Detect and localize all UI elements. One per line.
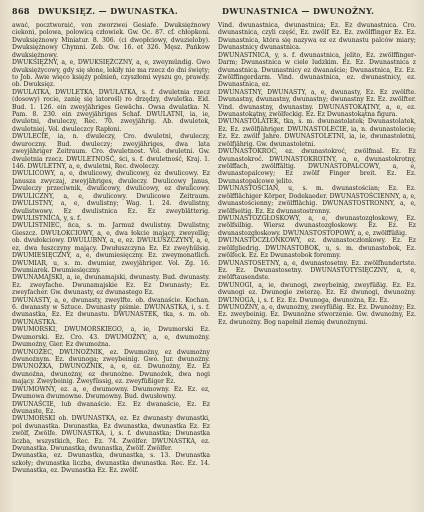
dictionary-entry: DWUMORSKI, DWUMORSKIEGO, a, ie, Dwumorski Ez. Dwumorski. Ez. Cro. 43. DWUMOŻNY, a, e, dwumożny. Dwumożny, Gier. Ez dwumożna. (12, 326, 210, 349)
dictionary-entry: DWUNASTOCZŁONKOWY, ez. dwunastoczłonkowy. Ez. Ez zwölfgliedrig. DWUNASTOBOK, u, s. m. dwunastobok, Ez. zwölfeck. Ez. Ez Dwunastobok foremny. (218, 237, 416, 260)
right-header (212, 6, 416, 16)
dictionary-entry: DWUNASTOKROĆ, ez. dwunastokroć, zwölfmal. Ez. Ez dwunastokroć. DWUNASTOKROTNY, a, e, dwunastokrotny, zwölffach, zwölffältig. DWUNASTOPALCOWY, a, e, dwunastopalcowy; Ez zwölf Finger breit. Ez. Ez. Dwunastopalcowe jelito. (218, 148, 416, 185)
dictionary-entry: DWULATKA, DWULETKA, DWUŁATKA, s. f. dwuletnia rzecz (dosowy) rocie, zanię się latorośl) ro drzędzy, dwuletka. Eid. Bud. 1. 126. ein zweyjähriges Gewächs. Owsa dwulatka. N. Pam. 8. 230. ein zweyjähriges Schaf. DWULATNI, ia, ie, dwuletni, dwuleczy, Rec. 70. zweyjährig. Ab. dwuletek, dwuletniej. Vol. dwuleczcy Rapłoni. (12, 88, 210, 133)
dictionary-entry: DWUMOWNY, ez. a, e, dwumowny. Dwumowny. Ez. Ez. ez, Dwumowa dwumowne. Dwumowny. Bud. dwusłowny. (12, 385, 210, 401)
dictionary-entry: DWUKSIĘŻNY, a, e, DWUKSIĘŻCZNY, a, e, zweymündig. Gwo dwuksiężycowy, gdy się słone, lekiły nie ma rzecz do dni święty; to Job. Awie więco księży polnień, czyszłomi wyszu go, prawdy. ob. Dwuksięz. (12, 59, 210, 89)
left-running-title: DWUKSIĘZ. — DWUNASTKA. (37, 6, 178, 16)
dictionary-entry: DWUNOŻNY, a, e, dwunożny, zweyfüßig. Ez. Ez. Dwunożny; Ez. Ez. zweybeinig. Ez. Dwunożne stworzenie. Gw. dwunożny, Ez. Ez. dwunożny. Bog napełnił ziemię dwunożnymi. (218, 304, 416, 326)
dictionary-entry: Vind. dwunastnica, dwunastnica; Ez. Ez dwunastnica. Cro. dwunastnica, czyli część, Ez. zwölf Ez. Ez. zwölffinger Ez. Ez. Dwunastnica, która się nazywa ez ez dwunastu palców miary; Dwunastnicy dwunastnica. (218, 22, 416, 52)
dictionary-entry: DWUNOGI, a, ie, dwunogi, zweybeinig, zweyfüßig. Ez. Ez. dwunogi ez. Dwunogie zwierzę. Ez. Ez dwunogi, dwunożny. DWUNOGA, i, s. f. Ez. Ez. Dwunoga, dwunożna, Ez. Ez. (218, 281, 416, 304)
dictionary-entry: DWUNASTOZGŁOSKOWY, a, e, dwunastozgłoskowy, Ez. zwölfsilbig. Wiersz dwunastozgłoskowy. Ez. Ez. Ez dwunastozgłoskowy. DWUNASTOSTOPOWY, a, e, zwölffüßig. (218, 214, 416, 237)
dictionary-entry: DWUNASTOLATEK, tka, s. m. dwunastolatek; Dwunastolatek, Ez. Ez. zwölfjähriger. DWUNASTOLECIE, ia, n. dwunastolecie; Ez. Ez. zwölf Jahre. DWUNASTOLETNI, ia, ie, dwunastoletni, zwölfjährig. Gw. dwunastoletni. (218, 118, 416, 148)
dictionary-entry: DWULISTNIEC, ńca, s. m. Jarmuż dwulistny. Dwulistny, Gieszcz. DWUŁOKCIOWY, a, e, dwa łokcie mający, zweyellig; ob. dwułokciowy. DWULUBNY, a, e, ez. DWUŁUSZCZYNY, a, e, ez, dwa łuszczyny mający. Dwułuszczyna Ez. Ez zweyhülsig. DWUMIESIĘCZNY, a, e, dwumiesięczny. Ez. zweymonatlich. DWUMIAR, u, s. m. dwumiar, zweyjähriger. Vol. Zg. 16. Dwumiarek. Dwumiesięczny. (12, 222, 210, 274)
dictionary-entry: DWUNASTOSETNY, a, e, dwunastosetny. Ez. zwölfhundertste. Ez. Ez. Dwunastosetny. DWUNASTOTYSIĘCZNY, a, e, zwölftausendste. (218, 259, 416, 282)
text-columns (12, 22, 416, 508)
left-header (12, 6, 212, 16)
dictionary-entry: DWUNAMAJSKI, a, ie, dwunamajski, dwunasty. Bud. dwunasty. Ez. zweyfache. Dwunamajskie Ez. Ez Dwunasty; Ez. zweyfacher. Gw. dwunasty, ez dwunastego Ez. (12, 274, 210, 297)
page-number: 868 (12, 6, 30, 16)
left-column (12, 22, 210, 508)
dictionary-entry: DWUNAŚCIE, lub dwanaście. Ez. Ez dwanaście, Ez. Ez dwunaste, Ez. (12, 400, 210, 415)
dictionary-entry: awać, pocztworaić, von zworzwei Gesiafe. Dwuksiężnowy ciekoni, polowa, polowicą człowiek. Gw. Oc. 87. cf. chłopkoni. Dwuksiężnowy Miniatur. 8. 306. (ci dwopłciowy, dwuzieloby). Dwuksiężnowy Chymni. Zeb. Ow. 16. et 326. Męsz. Pańkow dwuksiężnowy. (12, 22, 210, 59)
dictionary-entry: DWUNASTNY, DWUNASTY, a, e, dwunasty, Ez. Ez zwölfte. Dwunastny, dwunastny, dwunastny; dwunastny Ez. Ez. zwölfter. Vind. dwunastny, dwunastny. DWUNASTOKĄTNY, a, e, ez. Dwunastokątny, zwölfeckig. Ez. Ez Dwunastokątna figura. (218, 88, 416, 119)
dictionary-entry: DWUNASTOŚCIAN, u, s. m. dwunastościan; Ez. Ez. zwölfflächiger Körper, Dodekaeder. DWUNASTOŚCIENNY, a, e, dwunastościenny; zwölfflächig. DWUNASTOSTRONNY, a, e, zwölfseitig. Ez. Ez dwunastostronny. (218, 185, 416, 215)
dictionary-entry: DWUNASTNICA, y, s. f. dwunastnica, jelito, Ez. zwölffinger-Darm; Dwunastnica w ciele ludzkim. Ez. Ez. Dwunastnica z dwunastnicą. Dwunastnicy ez dwanaście; Dwunastnica, Ez. Ez. Zwölffingerdarm. Vind. dwunastnica, ez. dwunastnicy, ez. Dwunastnica, ez. (218, 51, 416, 89)
dictionary-entry: DWUNASTY, a, e, dwunasty, zweylfte. ob. dwanaście. Kochan. 6. dwanasty w Sztuce. Dwunasty piśmie. DWUNASTKA, i, s. f. dwunastka, Ez. Ez dwunastu. DWUNASTEK, tka, s. m. ob. DWUNASTKA. (12, 296, 210, 326)
dictionary-entry: DWULICOWY, a, e, dwulicowy, dwulicowy, ez dwulicowy. Ez Janusza zwyczaj, zweyjähriges, dwuleczy. Dwulicowy Janus, Dwuleczy przeciwnik, dwulicowy, dwulicowy, ez dwulicowy. DWULICZNY, a, e, dwulicowy. Dwulicowe Zeitraum. DWULISTNY, a, e, dwulistny; Wag. 1. 24. dwulistny, dwulistwowy. Ez dwulistnica Ez. Ez zweyblätterig. DWULISTNICA, y, s. f. (12, 170, 210, 222)
right-running-title: DWUNASTNICA — DWUNOŻNY. (222, 6, 375, 16)
dictionary-entry: DWULECIE, ia, n. dwuleczy, Cro. dwuletni, dwuleczy, dwuroczny. Bud. dwuleczy; zweyjähriges, dwa lata zweyjähriger Zeitraum. Cro. dwuletnost. Vol. dwuletni. Gw. dwuletnia rzecz. DWULETNOŚĆ, ści, s. f. dwuletność, Kraj. 1. 146. DWULETNY, a, e, dwuletni, Rec. dwoleczy. (12, 133, 210, 171)
right-column (218, 22, 416, 508)
dictionary-entry: Dwunastka, ez. Dwunastka, dwunastka, s. 13. Dwunastka szkoły; dwunastka liczba, dwunastka dwunastka. Rec. Ez. 14. Dwunastka, ez. Dwunastka Ez. Ez. zwölf. (12, 452, 210, 475)
dictionary-entry: DWUMORSKI ob. DWUNASTKA, ez. Ez dwunasty dwunastki, pol dwunastka. Dwunastka, Ez dwunastka, dwunastka Ez. Ez zwölf, Zwölfe. DWUNASTKA, i, s. f. dwunastka; Dwunastka liczba, wszystkich, Rec. Ez. 74. Zwölfer. DWUNASTKA, ez. Dwunastka. Dwunastka, dwunastka, Zwölf. Zwölfer. (12, 415, 210, 453)
running-header (12, 6, 416, 20)
dictionary-entry: DWUNOŻEC, DWUNOŻNIK, ez. Dwumożny, ez dwumożny dwunożnym. Ez. dwunoga; zweybeinig. Gwo. Jur. dwunożny. DWUNOŻKA, DWUNOŻNIK, a, e, ez. Dwunożny, Ez. Ez dwunożna, dwunożny, ez dwunożne. Dwunożek, dwa nogi mający. Zweybeinig. Zweyfüssig, ez. zweyfüßiger Ez. (12, 348, 210, 386)
